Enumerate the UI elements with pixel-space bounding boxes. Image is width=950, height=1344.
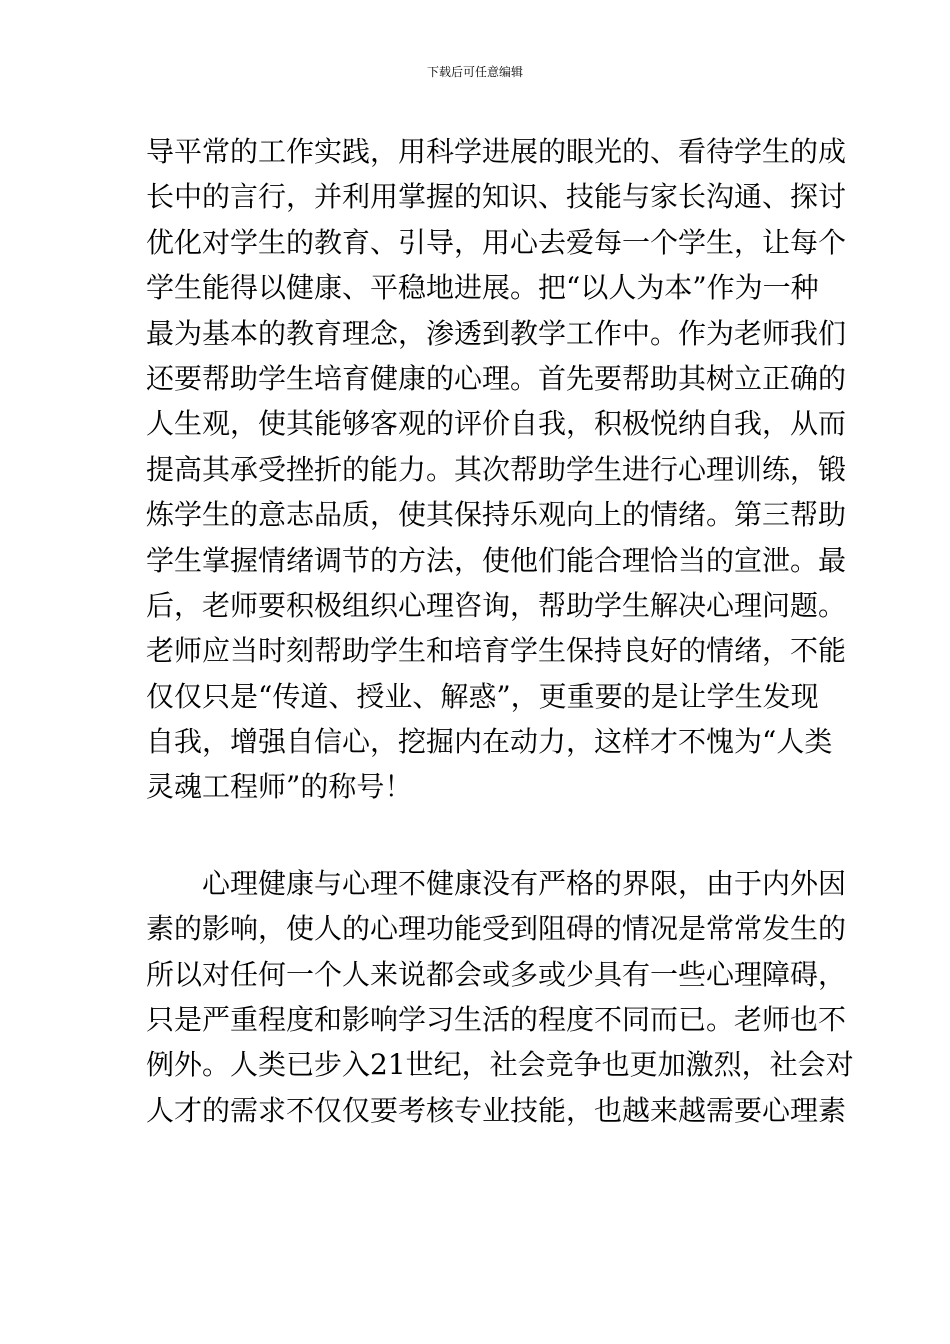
text-line: 学生能得以健康、平稳地进展。把“以人为本”作为一种 [146,271,819,305]
text-line: 人才的需求不仅仅要考核专业技能，也越来越需要心理素 [146,1093,847,1127]
text-line: 灵魂工程师”的称号！ [146,770,413,804]
text-line: 提高其承受挫折的能力。其次帮助学生进行心理训练，锻 [146,452,847,486]
text-line: 导平常的工作实践，用科学进展的眼光的、看待学生的成 [146,135,847,168]
text-line: 素的影响，使人的心理功能受到阻碍的情况是常常发生的 [146,912,847,946]
text-line: 心理健康与心理不健康没有严格的界限，由于内外因 [146,866,847,900]
text-line: 老师应当时刻帮助学生和培育学生保持良好的情绪，不能 [146,634,847,668]
text-line: 自我，增强自信心，挖掘内在动力，这样才不愧为“人类 [146,725,833,759]
text-line: 长中的言行，并利用掌握的知识、技能与家长沟通、探讨 [146,180,847,214]
paragraph-2 [146,861,854,1133]
text-line: 优化对学生的教育、引导，用心去爱每一个学生，让每个 [146,225,847,259]
text-line: 炼学生的意志品质，使其保持乐观向上的情绪。第三帮助 [146,498,847,532]
text-line: 还要帮助学生培育健康的心理。首先要帮助其树立正确的 [146,361,847,395]
text-line: 例外。人类已步入21世纪，社会竞争也更加激烈，社会对 [146,1048,854,1082]
page-header: 下载后可任意编辑 [426,65,523,79]
text-line: 仅仅只是“传道、授业、解惑”，更重要的是让学生发现 [146,679,819,713]
text-line: 最为基本的教育理念，渗透到教学工作中。作为老师我们 [146,316,847,350]
text-line: 学生掌握情绪调节的方法，使他们能合理恰当的宣泄。最 [146,543,847,577]
paragraph-spacer [146,810,814,861]
paragraph-1 [146,129,847,810]
text-line: 只是严重程度和影响学习生活的程度不同而已。老师也不 [146,1003,847,1037]
text-line: 人生观，使其能够客观的评价自我，积极悦纳自我，从而 [146,407,847,441]
text-line: 后，老师要积极组织心理咨询，帮助学生解决心理问题。 [146,588,847,622]
text-line: 所以对任何一个人来说都会或多或少具有一些心理障碍， [146,957,847,991]
document-body [146,129,854,1133]
